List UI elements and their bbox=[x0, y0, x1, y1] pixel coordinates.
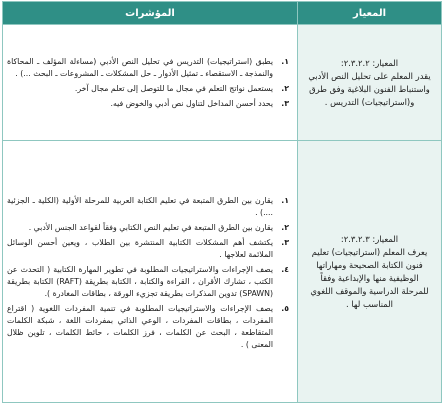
indicator-number: ٤. bbox=[281, 264, 289, 274]
indicator-number: ٥. bbox=[281, 303, 289, 313]
indicator-item bbox=[7, 237, 291, 261]
indicator-text: يقارن بين الطرق المتبعة في تعليم النص الكتابي وفقاً لقواعد الجنس الأدبي . bbox=[28, 222, 273, 232]
header-standard: المعيار bbox=[298, 2, 442, 25]
indicator-item bbox=[7, 98, 291, 110]
standard-cell bbox=[298, 25, 442, 141]
table-row bbox=[3, 141, 442, 403]
standard-code: المعيار: ٢.٣.٢.٣: bbox=[340, 233, 399, 244]
indicator-list bbox=[7, 195, 291, 351]
indicator-item bbox=[7, 222, 291, 234]
standard-cell bbox=[298, 141, 442, 403]
standard-text: يقدر المعلم على تحليل النص الأدبي واستنباط الفنون البلاغية وفق طرق و(استراتيجيات) التدريس . bbox=[308, 70, 431, 107]
indicator-number: ٣. bbox=[281, 237, 289, 247]
indicator-item bbox=[7, 195, 291, 219]
indicator-text: يطبق (استراتيجيات) التدريس في تحليل النص الأدبي (مساءلة المؤلف ـ المحاكاة والنمذجة ـ الاستقصاء ـ تمثيل الأدوار ـ حل المشكلات ـ المشروعات ـ البحث ...) . bbox=[7, 56, 273, 78]
indicator-text: يصف الإجراءات والاستراتيجيات المطلوبة في تنمية المفردات اللغوية ( اقتراع المفردات ، بطاقات المفردات ، الوعي الذاتي بمفردات اللغة ، شبكة الكلمات المتقاطعة ، البحث عن الكلمات ، فرز الكلمات ، حائط الكلمات ، تلوين ظلال المعنى ) . bbox=[7, 303, 273, 349]
indicator-text: يصف الإجراءات والاستراتيجيات المطلوبة في تطوير المهارة الكتابية ( التحدث عن الكتب ، تشارك الأقران ، القراءة والكتابة ، الكتابة بطريقة (RAFT) الكتابة بطريقة (SPAWN) تدوين المذكرات بطريقة تجزيء الورقة ، بطاقات المغادرة ). bbox=[7, 264, 273, 298]
indicator-text: يكتشف أهم المشكلات الكتابية المنتشرة بين الطلاب ، ويعين أحسن الوسائل الملائمة لعلاجها . bbox=[7, 237, 273, 259]
indicator-text: يحدد أحسن المداخل لتناول نص أدبي والخوض فيه. bbox=[110, 98, 273, 108]
header-indicators: المؤشرات bbox=[3, 2, 298, 25]
indicator-item bbox=[7, 303, 291, 351]
indicators-cell bbox=[3, 25, 298, 141]
standard-text: يعرف المعلم (استراتيجيات) تعليم فنون الكتابة الصحيحة ومهاراتها الوظيفية منها والإبداعية وفقاً للمرحلة الدراسية والموقف اللغوي المناسب لها . bbox=[310, 246, 429, 309]
standard-code: المعيار: ٢.٣.٢.٢: bbox=[340, 57, 399, 68]
indicator-number: ١. bbox=[281, 56, 289, 66]
indicator-item bbox=[7, 264, 291, 300]
indicator-item bbox=[7, 83, 291, 95]
indicator-list bbox=[7, 56, 291, 110]
indicator-number: ٣. bbox=[281, 98, 289, 108]
indicator-number: ٢. bbox=[281, 83, 289, 93]
indicator-text: يقارن بين الطرق المتبعة في تعليم الكتابة العربية للمرحلة الأولية (الكلية ـ الجزئية ....) . bbox=[7, 195, 273, 217]
indicator-number: ٢. bbox=[281, 222, 289, 232]
indicator-text: يستعمل نواتج التعلم في مجال ما للتوصل إلى تعلم مجال آخر. bbox=[74, 83, 273, 93]
standards-table bbox=[2, 1, 442, 403]
indicator-item bbox=[7, 56, 291, 80]
indicator-number: ١. bbox=[281, 195, 289, 205]
indicators-cell bbox=[3, 141, 298, 403]
table-header-row bbox=[3, 2, 442, 25]
table-row bbox=[3, 25, 442, 141]
